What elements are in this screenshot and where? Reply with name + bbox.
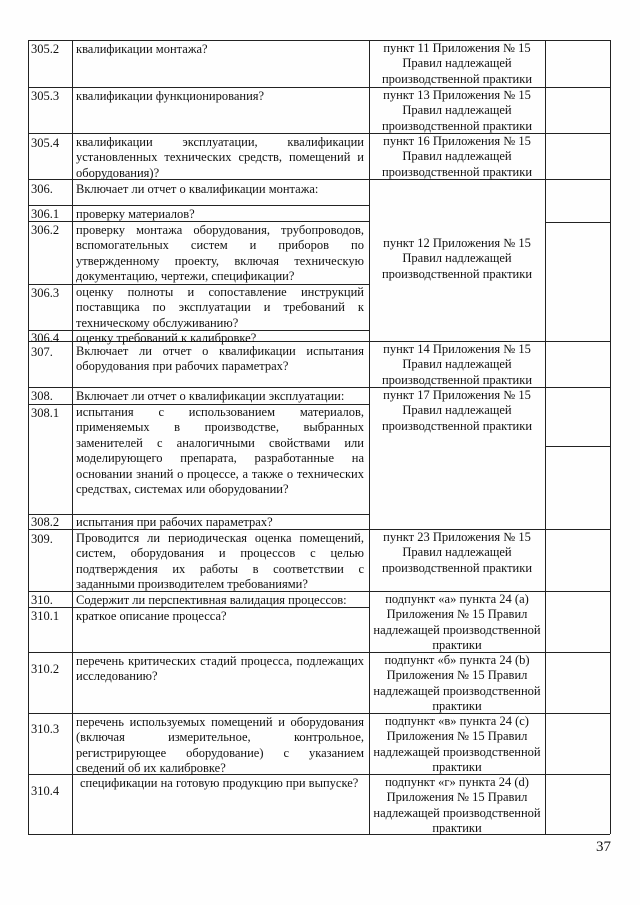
row-number: 310.	[31, 593, 53, 607]
question-text: Включает ли отчет о квалификации испытания оборудования при рабочих параметрах?	[76, 344, 364, 374]
column-divider-number	[72, 40, 73, 834]
question-text: оценку полноты и сопоставление инструкций поставщика по эксплуатации и требований к техническому обслуживанию?	[76, 285, 364, 330]
reference-text: пункт 13 Приложения № 15 Правил надлежащей производственной практики	[381, 88, 533, 133]
question-text: оценку требований к калибровке?	[76, 331, 257, 345]
table-border-left	[28, 40, 29, 834]
row-divider	[545, 222, 610, 223]
question-text: испытания при рабочих параметрах?	[76, 515, 273, 529]
table-border-right	[610, 40, 611, 834]
column-divider-question	[369, 40, 370, 834]
question-text: проверку материалов?	[76, 207, 195, 221]
row-number: 305.3	[31, 89, 60, 103]
question-text: перечень используемых помещений и оборудования (включая измерительное, контрольное, регистрирующее оборудование) с указанием сведений об их калибровке?	[76, 715, 364, 776]
question-text: Включает ли отчет о квалификации монтажа:	[76, 182, 319, 196]
question-text: перечень критических стадий процесса, подлежащих исследованию?	[76, 654, 364, 684]
question-text: Содержит ли перспективная валидация процессов:	[76, 593, 347, 607]
row-number: 305.2	[31, 42, 60, 56]
row-number: 310.1	[31, 609, 60, 623]
column-divider-reference	[545, 40, 546, 834]
row-number: 305.4	[31, 136, 60, 150]
row-number: 310.4	[31, 784, 60, 798]
question-text: квалификации функционирования?	[76, 89, 265, 103]
row-number: 306.4	[31, 331, 60, 345]
reference-text: пункт 17 Приложения № 15 Правил надлежащей производственной практики	[381, 388, 533, 433]
row-number: 306.2	[31, 223, 60, 237]
reference-text: пункт 16 Приложения № 15 Правил надлежащей производственной практики	[381, 134, 533, 179]
question-text: квалификации монтажа?	[76, 42, 208, 56]
reference-text: пункт 12 Приложения № 15 Правил надлежащей производственной практики	[381, 236, 533, 281]
row-number: 306.3	[31, 286, 60, 300]
row-number: 308.1	[31, 406, 60, 420]
reference-text: пункт 11 Приложения № 15 Правил надлежащей производственной практики	[381, 41, 533, 86]
question-text: испытания с использованием материалов, применяемых в производстве, выбранных заменителей с аналогичными свойствами или моделирующего препарата, разработанные на основании знаний о процессе, а также о технических средствах, системах или оборудовании?	[76, 405, 364, 497]
row-number: 310.3	[31, 722, 60, 736]
reference-text: подпункт «б» пункта 24 (b) Приложения № 15 Правил надлежащей производственной практики	[373, 653, 541, 714]
reference-text: пункт 14 Приложения № 15 Правил надлежащей производственной практики	[381, 342, 533, 387]
row-divider	[28, 205, 369, 206]
row-number: 310.2	[31, 662, 60, 676]
reference-text: пункт 23 Приложения № 15 Правил надлежащей производственной практики	[381, 530, 533, 575]
reference-text: подпункт «г» пункта 24 (d) Приложения № 15 Правил надлежащей производственной практики	[373, 775, 541, 836]
row-number: 308.	[31, 389, 53, 403]
row-number: 308.2	[31, 515, 60, 529]
row-number: 306.	[31, 182, 53, 196]
row-number: 309.	[31, 532, 53, 546]
row-divider	[545, 446, 610, 447]
reference-text: подпункт «а» пункта 24 (a) Приложения № 15 Правил надлежащей производственной практики	[373, 592, 541, 653]
question-text: проверку монтажа оборудования, трубопроводов, вспомогательных систем и приборов по утвержденному проекту, включая техническую документацию, чертежи, спецификации?	[76, 223, 364, 284]
row-number: 307.	[31, 345, 53, 359]
question-text: квалификации эксплуатации, квалификации установленных технических средств, помещений и оборудования)?	[76, 135, 364, 180]
question-text: Включает ли отчет о квалификации эксплуатации:	[76, 389, 345, 403]
page-number: 37	[596, 839, 611, 855]
question-text: краткое описание процесса?	[76, 609, 227, 623]
row-number: 306.1	[31, 207, 60, 221]
question-text: Проводится ли периодическая оценка помещений, систем, оборудования и процессов с целью подтверждения их работы в соответствии с заданными производителем требованиями?	[76, 531, 364, 592]
reference-text: подпункт «в» пункта 24 (c) Приложения № 15 Правил надлежащей производственной практики	[373, 714, 541, 775]
checklist-table	[28, 40, 610, 834]
question-text: спецификации на готовую продукцию при выпуске?	[80, 776, 359, 790]
